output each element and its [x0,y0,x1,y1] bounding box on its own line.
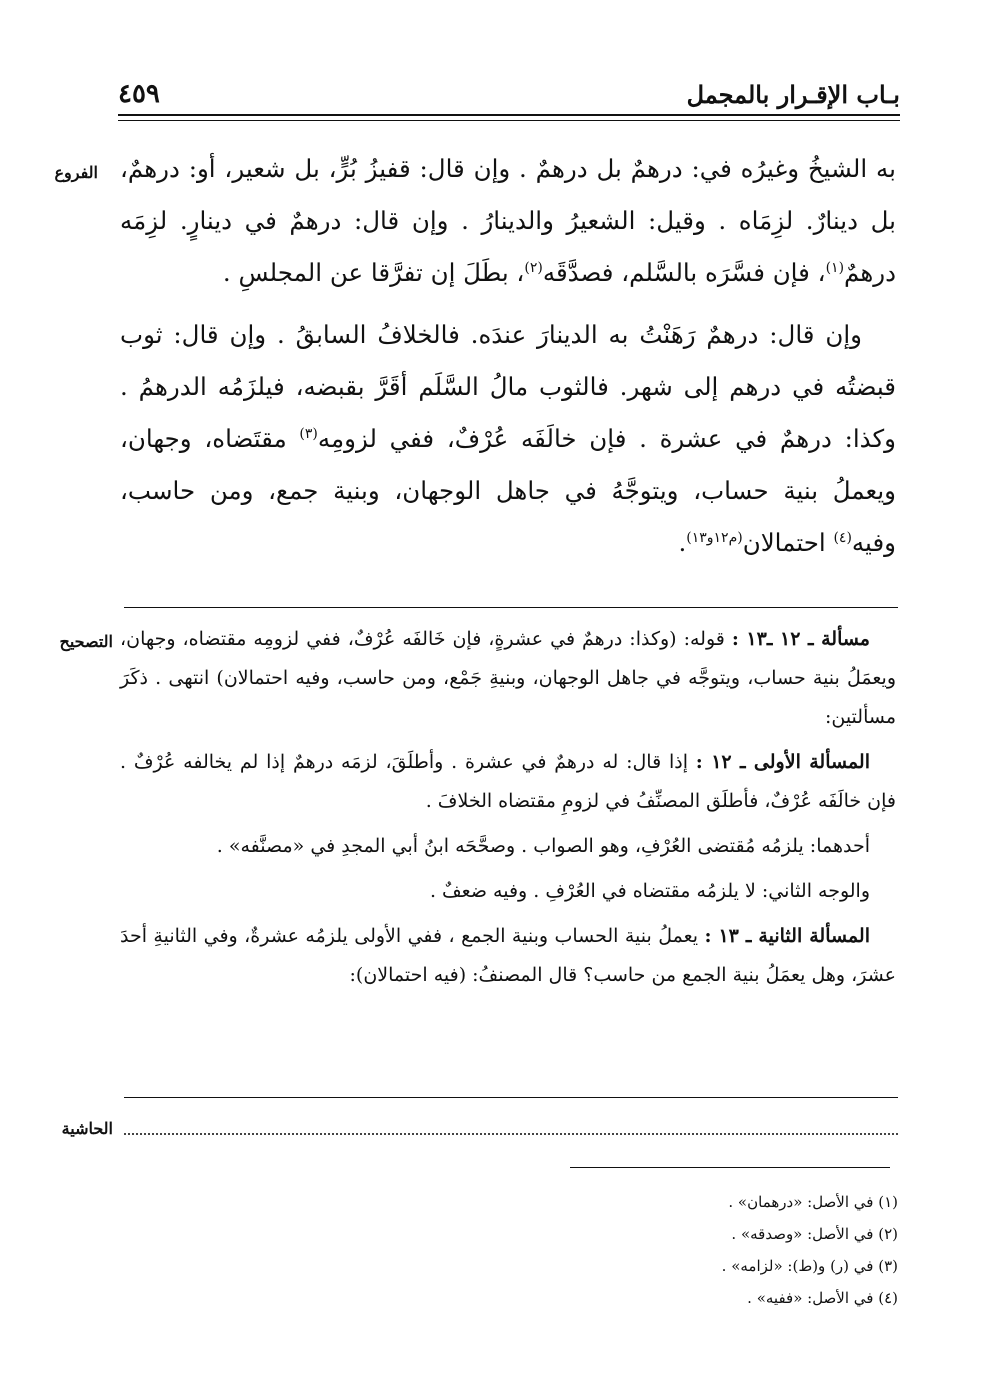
main-paragraph-2: وإن قال: درهمٌ رَهَنْتُ به الدينارَ عندَه. فالخلافُ السابقُ . وإن قال: ثوب قبضتُه في درهم إلى شهر. فالثوب مالُ السَّلَم أقَرَّ بقبضه، فيلزَمُه الدرهمُ . وكذا: درهمٌ في عشرة . فإن خالَفَه عُرْفٌ، ففي لزومِه$^{(٣)}$ مقتَضاه، وجهان، ويعملُ بنية حساب، ويتوجَّهُ في جاهل الوجهان، وبنية جمع، ومن حاسب، وفيه$^{(٤)}$ احتمالان$^{(م١٢و١٣)}$. [120,320,896,557]
tashih-paragraph-4: والوجه الثاني: لا يلزمُه مقتضاه في العُرْفِ . وفيه ضعفٌ . [429,880,870,902]
footnote-2: (٢) في الأصل: «وصدقه» . [731,1225,898,1243]
side-label-furu: الفروع [54,163,98,182]
footnote-divider [570,1167,890,1168]
tashih-paragraph-1: مسألة ـ ١٢ ـ١٣ : قوله: (وكذا: درهمٌ في عشرةٍ، فإن خَالفَه عُرْفٌ، ففي لزومِه مقتضاه، وجهان، ويعمَلُ بنية حساب، ويتوجَّه في جاهل الوجهان، وبنيةِ جَمْع، ومن حاسب، وفيه احتمالان) انتهى . ذكَرَ مسألتين: [120,628,896,728]
chapter-title: بـاب الإقـرار بالمجمل [686,79,900,109]
footnote-ref-4: (٤) [833,530,852,546]
footnote-1: (١) في الأصل: «درهمان» . [728,1193,898,1211]
main-text [120,143,896,569]
side-label-tashih: التصحيح [59,632,113,651]
footnote-ref-3: (٣) [299,426,318,442]
page-number: ٤٥٩ [118,79,160,109]
page-header [118,74,900,114]
tashih-paragraph-3: أحدهما: يلزمُه مُقتضى العُرْفِ، وهو الصواب . وصحَّحَه ابنُ أبي المجدِ في «مصنَّفه» . [216,835,870,857]
footnotes [520,1186,898,1314]
footnote-ref-2: (٢) [524,260,543,276]
tashih-paragraph-5: المسألة الثانية ـ ١٣ : يعملُ بنية الحساب وبنية الجمع ، ففي الأولى يلزمُه عشرةٌ، وفي الثانيةِ أحدَ عشرَ، وهل يعمَلُ بنية الجمع من حاسب؟ قال المصنفُ: (فيه احتمالان): [120,925,896,986]
tashih-text [120,620,896,995]
side-label-hashiya: الحاشية [61,1119,113,1138]
header-rule [118,114,900,121]
footnote-4: (٤) في الأصل: «ففيه» . [747,1289,898,1307]
section-divider [124,607,898,608]
tashih-paragraph-2: المسألة الأولى ـ ١٢ : إذا قال: له درهمٌ في عشرة . وأطلَقَ، لزمَه درهمٌ إذا لم يخالفه عُرْفٌ . فإن خالَفَه عُرْفٌ، فأطلَق المصنِّفُ في لزومِ مقتضاه الخلافَ . [120,751,896,812]
main-paragraph-1: به الشيخُ وغيرُه في: درهمٌ بل درهمٌ . وإن قال: قفيزُ بُرٍّ، بل شعير، أو: درهمٌ، بل دينارٌ. لزِمَاه . وقيل: الشعيرُ والدينارُ . وإن قال: درهمٌ في دينارٍ. لزِمَه درهمٌ$^{(١)}$، فإن فسَّرَه بالسَّلم، فصدَّقَه$^{(٢)}$، بطَلَ إن تفرَّقا عن المجلسِ . [120,154,896,287]
footnote-ref-1: (١) [825,260,845,276]
footnote-3: (٣) في (ر) و(ط): «لزامه» . [721,1257,898,1275]
hashiya-divider [124,1097,898,1098]
hashiya-dotted-line [124,1133,898,1135]
issue-ref: (م١٢و١٣) [686,530,743,546]
